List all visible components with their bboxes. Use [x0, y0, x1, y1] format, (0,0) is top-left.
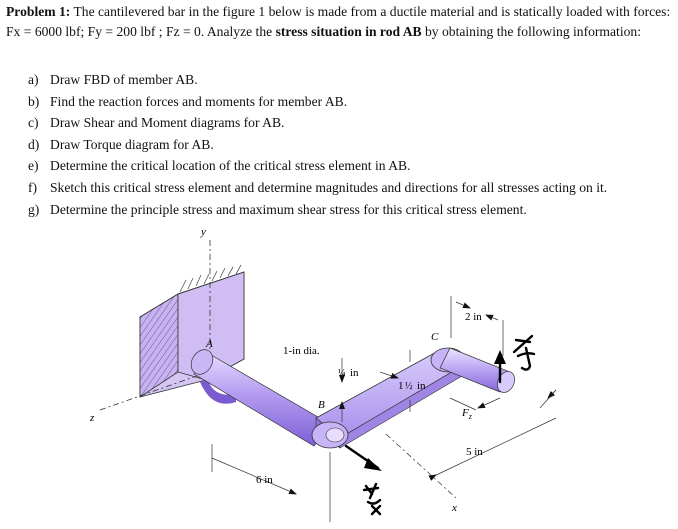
task-list [28, 69, 673, 220]
task-label: c) [28, 115, 39, 131]
rod-c [440, 348, 518, 395]
handwritten-fy-label [514, 336, 534, 370]
rod-ab [187, 346, 330, 446]
length-ab-label: 6 in [256, 474, 273, 486]
offset-label: 2 in [465, 311, 482, 323]
axis-x-label: x [452, 502, 457, 514]
task-label: b) [28, 93, 40, 109]
thickness-unit: in [350, 367, 359, 379]
task-text: Sketch this critical stress element and determine magnitudes and directions for all stresses acting on it. [50, 179, 608, 195]
task-item [28, 155, 673, 177]
handwritten-fx-arrow [346, 446, 382, 471]
axis-z-label: z [90, 412, 95, 424]
point-a-label: A [206, 338, 213, 350]
task-label: d) [28, 136, 40, 152]
length-c-label: 5 in [466, 446, 483, 458]
problem-emphasis: stress situation in rod AB [275, 23, 422, 39]
point-b-label: B [318, 399, 325, 411]
task-item [28, 177, 673, 199]
problem-text-2: by obtaining the following information: [421, 23, 641, 39]
task-label: a) [28, 72, 39, 87]
task-label: g) [28, 201, 40, 217]
point-c-label: C [431, 331, 439, 343]
task-label: f) [28, 179, 38, 195]
task-item [28, 134, 673, 156]
link-plate-bc [312, 348, 465, 448]
axis-y-label: y [201, 226, 206, 238]
width-whole: 1 [398, 380, 404, 392]
task-item [28, 69, 673, 91]
task-item [28, 112, 673, 134]
task-text: Determine the critical location of the critical stress element in AB. [50, 158, 411, 174]
task-text: Draw FBD of member AB. [50, 72, 198, 87]
task-text: Draw Shear and Moment diagrams for AB. [50, 115, 285, 131]
fz-label: $F_z$ [462, 407, 472, 421]
task-item [28, 91, 673, 113]
handwritten-fx-label [364, 484, 380, 514]
problem-text-1: The cantilevered bar in the figure 1 below is made from a ductile material and is statically loaded with forces: Fx = 6000 lbf; Fy = 200 lbf ; Fz = 0. Analyze the [6, 4, 671, 39]
cantilever-figure [0, 222, 678, 529]
task-text: Draw Torque diagram for AB. [50, 136, 214, 152]
task-text: Find the reaction forces and moments for member AB. [50, 93, 348, 109]
task-item [28, 199, 673, 221]
width-fraction: ½ [405, 381, 413, 392]
diameter-label: 1-in dia. [283, 345, 320, 357]
problem-label: Problem 1: [6, 4, 71, 19]
task-label: e) [28, 158, 39, 174]
width-unit: in [417, 380, 426, 392]
task-text: Determine the principle stress and maximum shear stress for this critical stress element. [50, 201, 527, 217]
thickness-fraction: ¼ [338, 368, 346, 379]
problem-statement [6, 2, 674, 41]
